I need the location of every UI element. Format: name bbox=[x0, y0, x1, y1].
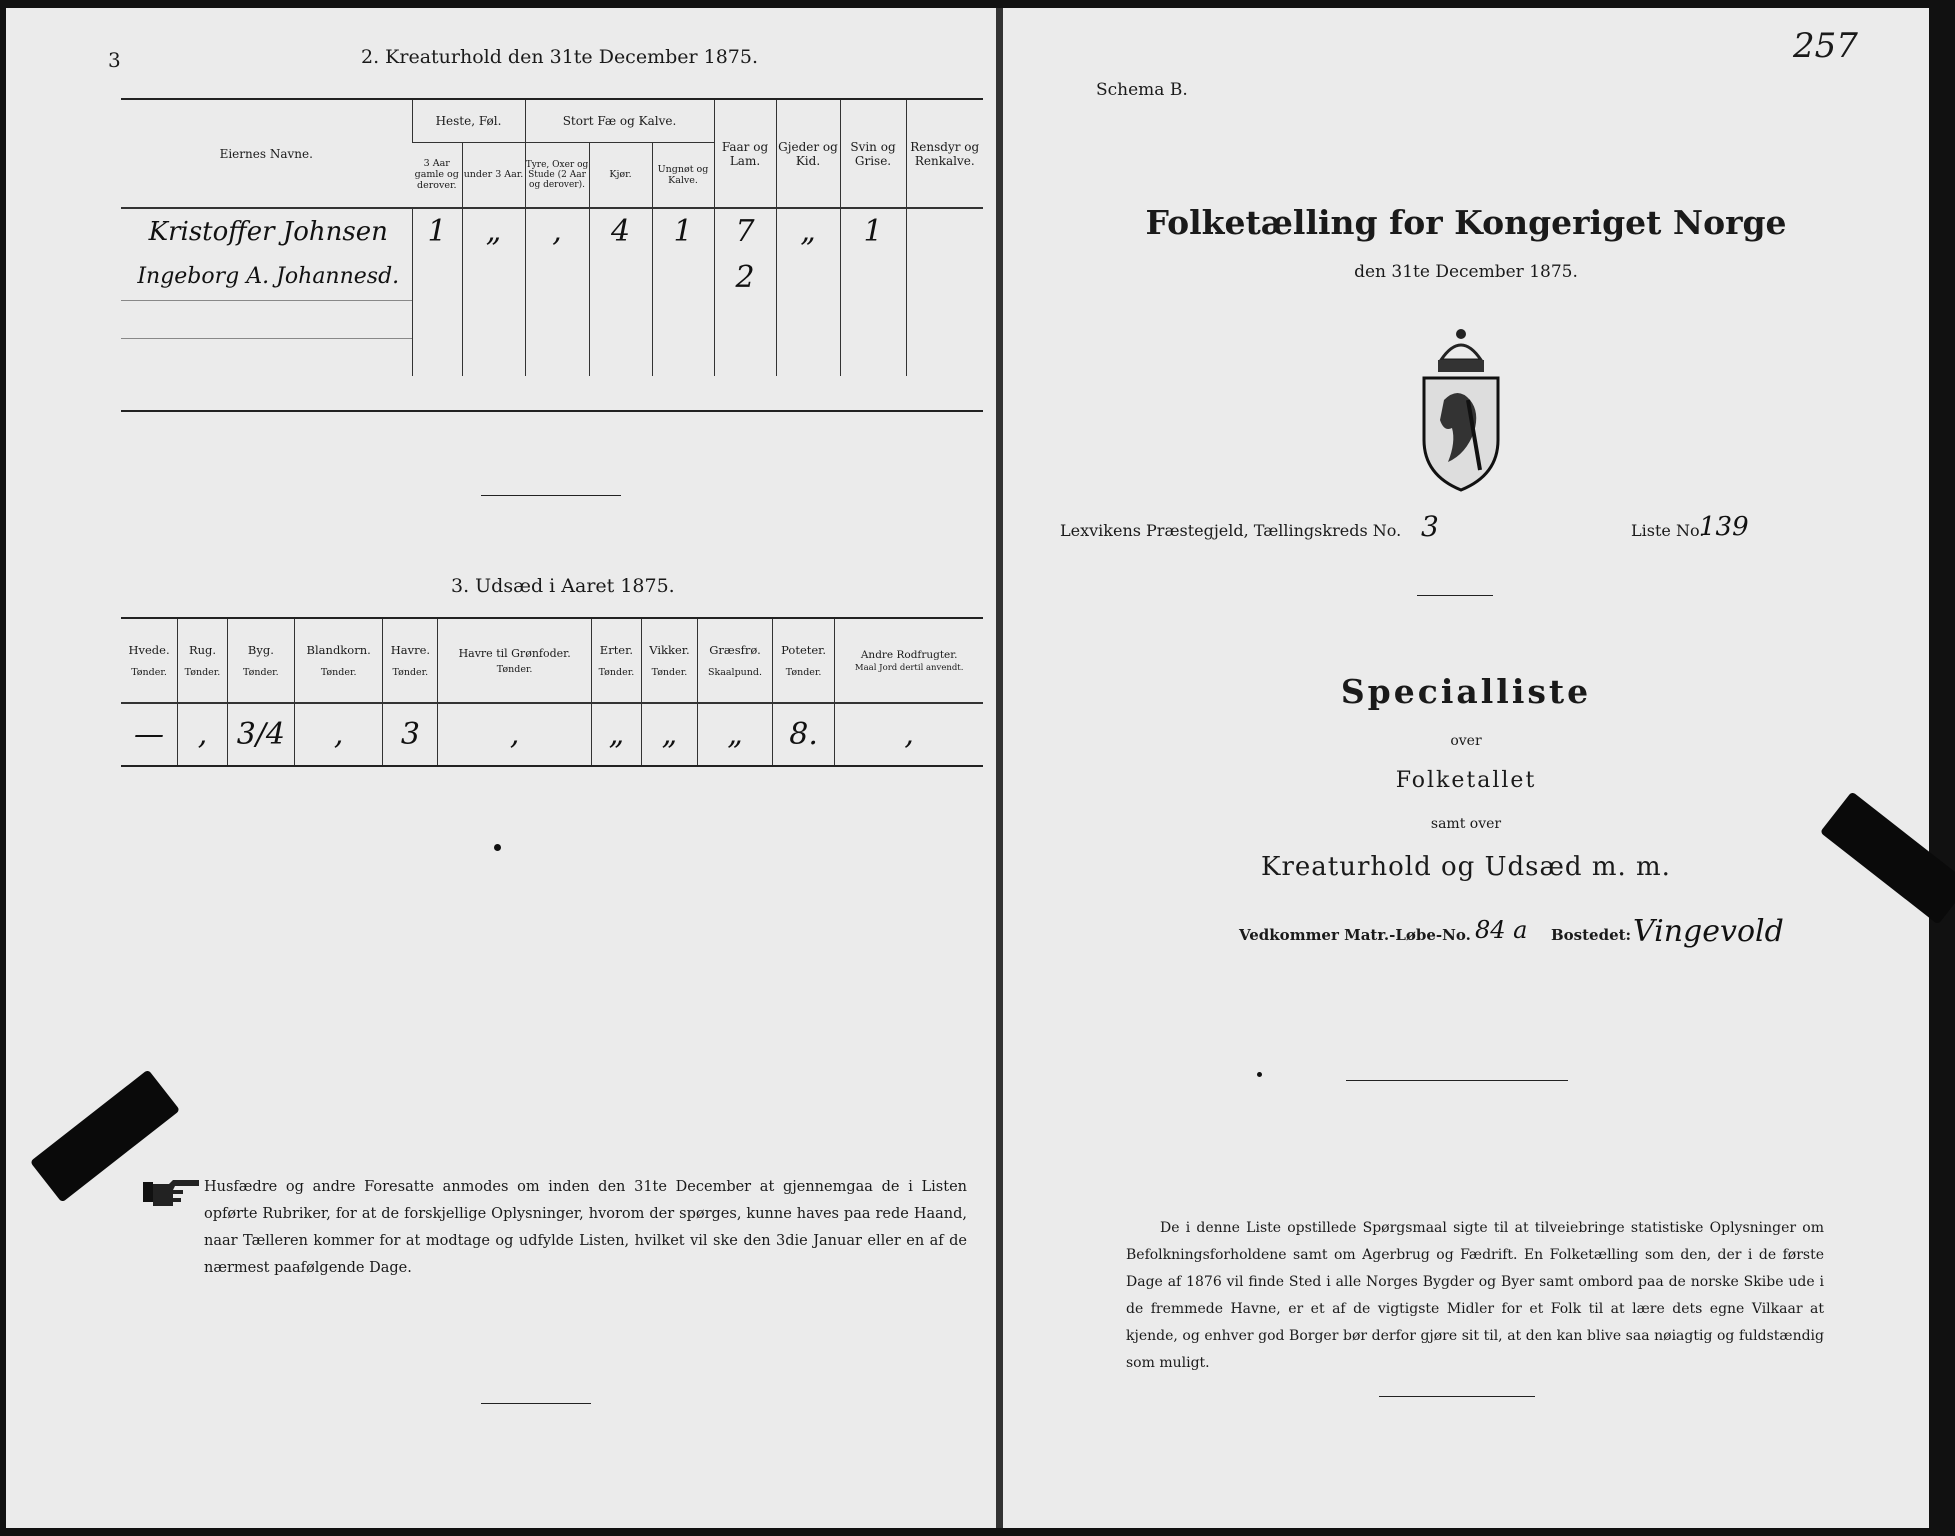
cell-horses-under3 bbox=[462, 254, 525, 300]
cell-horses-under3 bbox=[462, 338, 525, 376]
col-name: Poteter. bbox=[781, 643, 827, 657]
col-name: Vikker. bbox=[649, 643, 690, 657]
col-grass-seed bbox=[698, 619, 773, 703]
parish-label: Lexvikens Præstegjeld, Tællingskreds No. bbox=[1060, 521, 1402, 540]
cell-wheat: — bbox=[134, 717, 165, 752]
cell-sheep: 2 bbox=[714, 254, 776, 300]
col-bulls-oxen: Tyre, Oxer og Stude (2 Aar og derover). bbox=[525, 142, 589, 208]
left-page bbox=[6, 8, 996, 1528]
col-oats bbox=[383, 619, 438, 703]
cell-oats: 3 bbox=[383, 703, 438, 765]
signature-line bbox=[1346, 1080, 1568, 1081]
cell-horses-3yr bbox=[412, 300, 462, 338]
col-unit: Maal Jord dertil anvendt. bbox=[854, 662, 964, 673]
cell-horses-3yr: 1 bbox=[412, 208, 462, 254]
col-name: Byg. bbox=[247, 643, 274, 657]
cell-sheep bbox=[714, 338, 776, 376]
owner-name: Kristoffer Johnsen bbox=[148, 216, 388, 247]
cell-pigs bbox=[840, 254, 906, 300]
cell-green-fodder-oats: , bbox=[438, 703, 592, 765]
page-spine bbox=[996, 8, 1003, 1528]
page-number: 257 bbox=[1793, 26, 1858, 66]
sowing-table bbox=[121, 619, 983, 765]
table-row bbox=[121, 703, 983, 765]
cell-rye: , bbox=[178, 703, 228, 765]
cell-pigs: 1 bbox=[840, 208, 906, 254]
divider-short bbox=[1417, 595, 1493, 596]
right-page bbox=[1003, 8, 1929, 1528]
cell-pigs bbox=[840, 338, 906, 376]
col-unit: Tønder. bbox=[392, 667, 429, 678]
col-unit: Tønder. bbox=[243, 667, 279, 678]
col-name: Andre Rodfrugter. bbox=[860, 648, 958, 661]
footer-note: De i denne Liste opstillede Spørgsmaal sigte til at tilveiebringe statistiske Oplysninger om Befolkningsforholdene samt om Agerbrug og Fædrift. En Folketælling som den, der i de første Dage af 1876 vil finde Sted i alle Norges Bygder og Byer samt ombord paa de norske Skibe ude i de fremmede Havne, er et af de vigtigste Midler for et Folk til at lære dets egne Vilkaar at kjende, og enhver god Borger bør derfor gjøre sit til, at den kan blive saa nøiagtig og fuldstændig som muligt. bbox=[1126, 1220, 1824, 1371]
ink-dot bbox=[494, 844, 501, 851]
owner-name bbox=[121, 300, 412, 338]
col-young-cattle: Ungnøt og Kalve. bbox=[652, 142, 714, 208]
col-name: Blandkorn. bbox=[306, 643, 371, 657]
col-name: Rug. bbox=[188, 643, 217, 657]
section2-title: 2. Kreaturhold den 31te December 1875. bbox=[361, 46, 759, 68]
divider-short bbox=[481, 495, 621, 496]
pointing-hand-icon bbox=[141, 1176, 201, 1208]
cell-goats bbox=[776, 300, 840, 338]
cell-bulls-oxen bbox=[525, 300, 589, 338]
cell-mixed-grain: , bbox=[294, 703, 383, 765]
section3-title: 3. Udsæd i Aaret 1875. bbox=[451, 575, 675, 597]
cell-grass-seed: „ bbox=[698, 703, 773, 765]
cell-goats bbox=[776, 338, 840, 376]
cell-vetch: „ bbox=[641, 703, 697, 765]
col-goats: Gjeder og Kid. bbox=[776, 100, 840, 208]
notice-paragraph: Husfædre og andre Foresatte anmodes om inden den 31te December at gjennemgaa de i Listen opførte Rubriker, for at de forskjellige Oplysninger, hvorom der spørges, kunne haves paa rede Haand, naar Tælleren kommer for at modtage og udfylde Listen, hvilket vil ske den 3die Januar eller en af de nærmest paafølgende Dage. bbox=[204, 1179, 967, 1276]
cell-horses-3yr bbox=[412, 338, 462, 376]
cell-pigs bbox=[840, 300, 906, 338]
col-name: Havre til Grønfoder. bbox=[458, 646, 571, 660]
cell-sheep: 7 bbox=[714, 208, 776, 254]
col-mixed-grain bbox=[294, 619, 383, 703]
col-unit: Tønder. bbox=[651, 667, 688, 678]
livestock-table bbox=[121, 100, 983, 376]
list-number: 139 bbox=[1699, 512, 1749, 542]
folketallet-label: Folketallet bbox=[1395, 768, 1537, 793]
col-owner-names: Eiernes Navne. bbox=[121, 100, 412, 208]
col-cows: Kjør. bbox=[589, 142, 652, 208]
col-name: Havre. bbox=[390, 643, 431, 657]
cell-other-roots: , bbox=[835, 703, 983, 765]
cell-young-cattle: 1 bbox=[652, 208, 714, 254]
col-reindeer: Rensdyr og Renkalve. bbox=[906, 100, 983, 208]
cell-young-cattle bbox=[652, 338, 714, 376]
col-barley bbox=[227, 619, 294, 703]
col-unit: Tønder. bbox=[785, 667, 822, 678]
table-row bbox=[121, 338, 983, 376]
col-vetch bbox=[641, 619, 697, 703]
owner-name bbox=[121, 338, 412, 376]
livestock-seed-title: Kreaturhold og Udsæd m. m. bbox=[1261, 852, 1671, 882]
district-number: 3 bbox=[1421, 510, 1439, 543]
col-rye bbox=[178, 619, 228, 703]
cell-goats: „ bbox=[776, 208, 840, 254]
col-wheat bbox=[121, 619, 178, 703]
samt-over-label: samt over bbox=[1430, 816, 1502, 832]
section3-bottom-rule bbox=[121, 765, 983, 767]
col-pigs: Svin og Grise. bbox=[840, 100, 906, 208]
list-label: Liste No. bbox=[1631, 521, 1705, 540]
col-name: Erter. bbox=[599, 643, 634, 657]
table-row bbox=[121, 208, 983, 254]
col-unit: Tønder. bbox=[320, 667, 357, 678]
norwegian-coat-of-arms-icon bbox=[1416, 320, 1506, 492]
matr-number: 84 a bbox=[1475, 916, 1528, 944]
col-horses-under3: under 3 Aar. bbox=[462, 142, 525, 208]
cell-reindeer bbox=[906, 300, 983, 338]
cell-reindeer bbox=[906, 208, 983, 254]
over-label: over bbox=[1450, 733, 1482, 749]
cell-peas: „ bbox=[592, 703, 642, 765]
bosted-label: Bostedet: bbox=[1551, 926, 1632, 944]
col-horses: Heste, Føl. bbox=[412, 100, 525, 142]
col-unit: Tønder. bbox=[598, 667, 635, 678]
cell-cows: 4 bbox=[589, 208, 652, 254]
cell-barley: 3/4 bbox=[227, 703, 294, 765]
owner-name: Ingeborg A. Johannesd. bbox=[137, 264, 400, 290]
col-unit: Skaalpund. bbox=[707, 667, 763, 678]
col-name: Græsfrø. bbox=[709, 643, 761, 657]
bosted-value: Vingevold bbox=[1633, 914, 1784, 949]
ink-dot bbox=[1257, 1072, 1262, 1077]
document-date: den 31te December 1875. bbox=[1354, 262, 1578, 282]
cell-bulls-oxen: , bbox=[525, 208, 589, 254]
cell-horses-under3: „ bbox=[462, 208, 525, 254]
cell-potatoes: 8. bbox=[772, 703, 834, 765]
cell-cows bbox=[589, 300, 652, 338]
cell-cows bbox=[589, 254, 652, 300]
cell-goats bbox=[776, 254, 840, 300]
cell-young-cattle bbox=[652, 254, 714, 300]
col-unit: Tønder. bbox=[131, 667, 167, 678]
divider-bottom bbox=[1379, 1396, 1535, 1397]
schema-label: Schema B. bbox=[1096, 80, 1188, 100]
cell-bulls-oxen bbox=[525, 338, 589, 376]
margin-mark: 3 bbox=[108, 48, 121, 72]
cell-bulls-oxen bbox=[525, 254, 589, 300]
section2-bottom-rule bbox=[121, 410, 983, 412]
col-green-fodder-oats bbox=[438, 619, 592, 703]
cell-horses-under3 bbox=[462, 300, 525, 338]
special-list-title: Specialliste bbox=[1340, 672, 1592, 711]
cell-young-cattle bbox=[652, 300, 714, 338]
col-name: Hvede. bbox=[128, 643, 170, 657]
cell-sheep bbox=[714, 300, 776, 338]
cell-reindeer bbox=[906, 254, 983, 300]
cell-horses-3yr bbox=[412, 254, 462, 300]
cell-cows bbox=[589, 338, 652, 376]
col-cattle: Stort Fæ og Kalve. bbox=[525, 100, 714, 142]
col-horses-3yr: 3 Aar gamle og derover. bbox=[412, 142, 462, 208]
col-sheep: Faar og Lam. bbox=[714, 100, 776, 208]
col-potatoes bbox=[772, 619, 834, 703]
divider-bottom bbox=[481, 1403, 591, 1404]
col-peas bbox=[592, 619, 642, 703]
col-other-roots bbox=[835, 619, 983, 703]
document-title: Folketælling for Kongeriget Norge bbox=[1145, 203, 1787, 242]
cell-reindeer bbox=[906, 338, 983, 376]
col-unit: Tønder. bbox=[496, 663, 533, 675]
matr-label: Vedkommer Matr.-Løbe-No. bbox=[1239, 926, 1471, 944]
table-row bbox=[121, 300, 983, 338]
col-unit: Tønder. bbox=[184, 667, 221, 678]
table-row bbox=[121, 254, 983, 300]
